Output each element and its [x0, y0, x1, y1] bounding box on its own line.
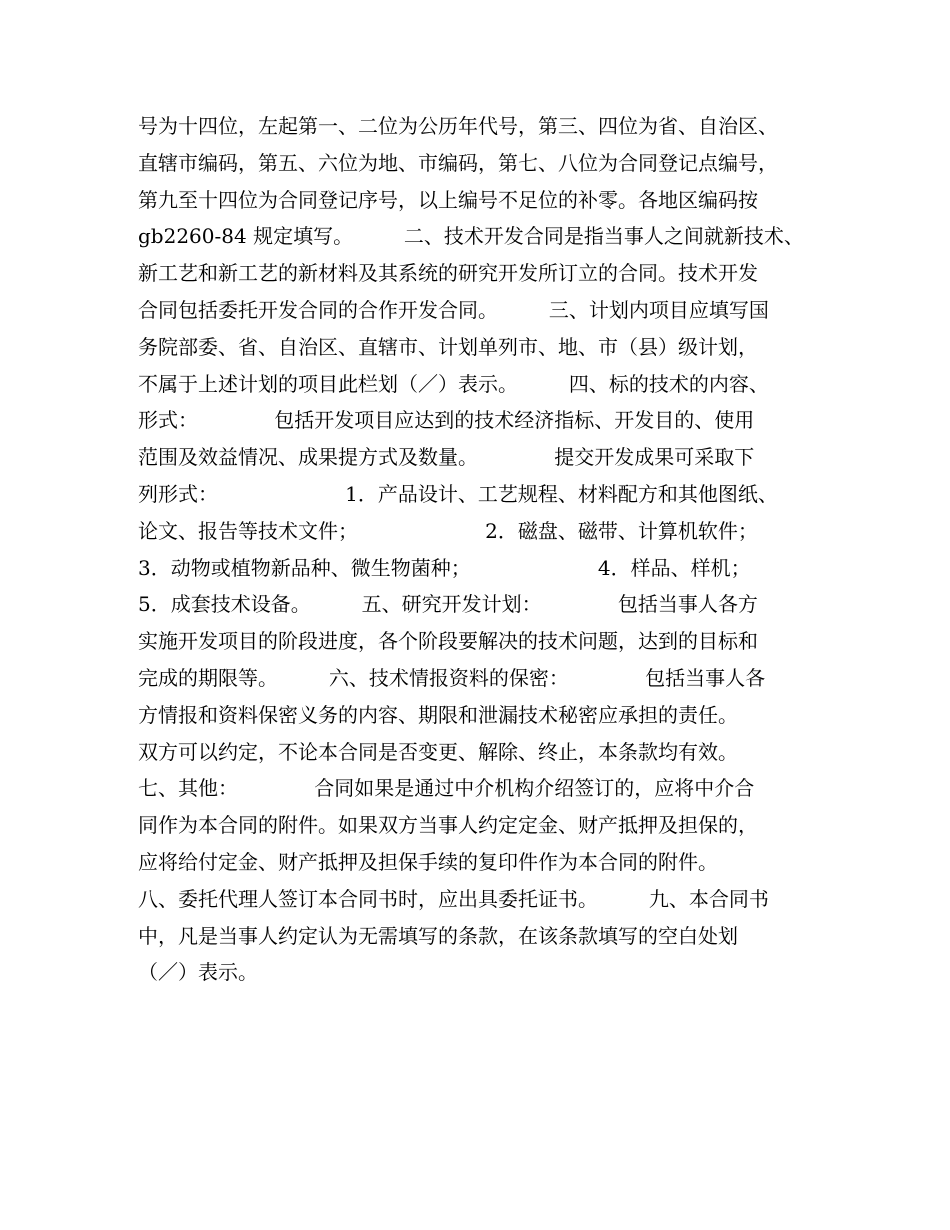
text-line: 同作为本合同的附件。如果双方当事人约定定金、财产抵押及担保的， — [138, 813, 758, 838]
text-line: 论文、报告等技术文件； 2．磁盘、磁带、计算机软件； — [138, 518, 758, 543]
text-line: 八、委托代理人签订本合同书时，应出具委托证书。 九、本合同书 — [138, 886, 769, 911]
text-line: 不属于上述计划的项目此栏划（／）表示。 四、标的技术的内容、 — [138, 371, 769, 396]
text-line: 应将给付定金、财产抵押及担保手续的复印件作为本合同的附件。 — [138, 849, 718, 874]
text-line: 实施开发项目的阶段进度，各个阶段要解决的技术问题，达到的目标和 — [138, 629, 758, 654]
text-line: 列形式： 1．产品设计、工艺规程、材料配方和其他图纸、 — [138, 481, 778, 506]
text-line: 中，凡是当事人约定认为无需填写的条款，在该条款填写的空白处划 — [138, 923, 738, 948]
text-line: 第九至十四位为合同登记序号，以上编号不足位的补零。各地区编码按 — [138, 187, 758, 212]
text-line: 5．成套技术设备。 五、研究开发计划： 包括当事人各方 — [138, 592, 758, 617]
text-line: 号为十四位，左起第一、二位为公历年代号，第三、四位为省、自治区、 — [138, 114, 778, 138]
text-line: 新工艺和新工艺的新材料及其系统的研究开发所订立的合同。技术开发 — [138, 261, 758, 286]
text-line: 双方可以约定，不论本合同是否变更、解除、终止，本条款均有效。 — [138, 739, 738, 764]
text-line: 范围及效益情况、成果提方式及数量。 提交开发成果可采取下 — [138, 445, 755, 470]
text-line: 合同包括委托开发合同的合作开发合同。 三、计划内项目应填写国 — [138, 297, 769, 322]
text-line: 七、其他： 合同如果是通过中介机构介绍签订的，应将中介合 — [138, 776, 755, 801]
text-line: 完成的期限等。 六、技术情报资料的保密： 包括当事人各 — [138, 665, 766, 690]
text-line: 3．动物或植物新品种、微生物菌种； 4．样品、样机； — [138, 555, 751, 580]
text-line: gb2260-84 规定填写。 二、技术开发合同是指当事人之间就新技术、 — [138, 224, 804, 249]
text-line: 形式： 包括开发项目应达到的技术经济指标、开发目的、使用 — [138, 408, 755, 433]
text-line: 直辖市编码，第五、六位为地、市编码，第七、八位为合同登记点编号， — [138, 150, 778, 175]
contract-instructions-text — [138, 108, 828, 991]
text-line: 务院部委、省、自治区、直辖市、计划单列市、地、市（县）级计划， — [138, 334, 758, 359]
text-line: （／）表示。 — [138, 960, 258, 985]
text-line: 方情报和资料保密义务的内容、期限和泄漏技术秘密应承担的责任。 — [138, 702, 738, 727]
